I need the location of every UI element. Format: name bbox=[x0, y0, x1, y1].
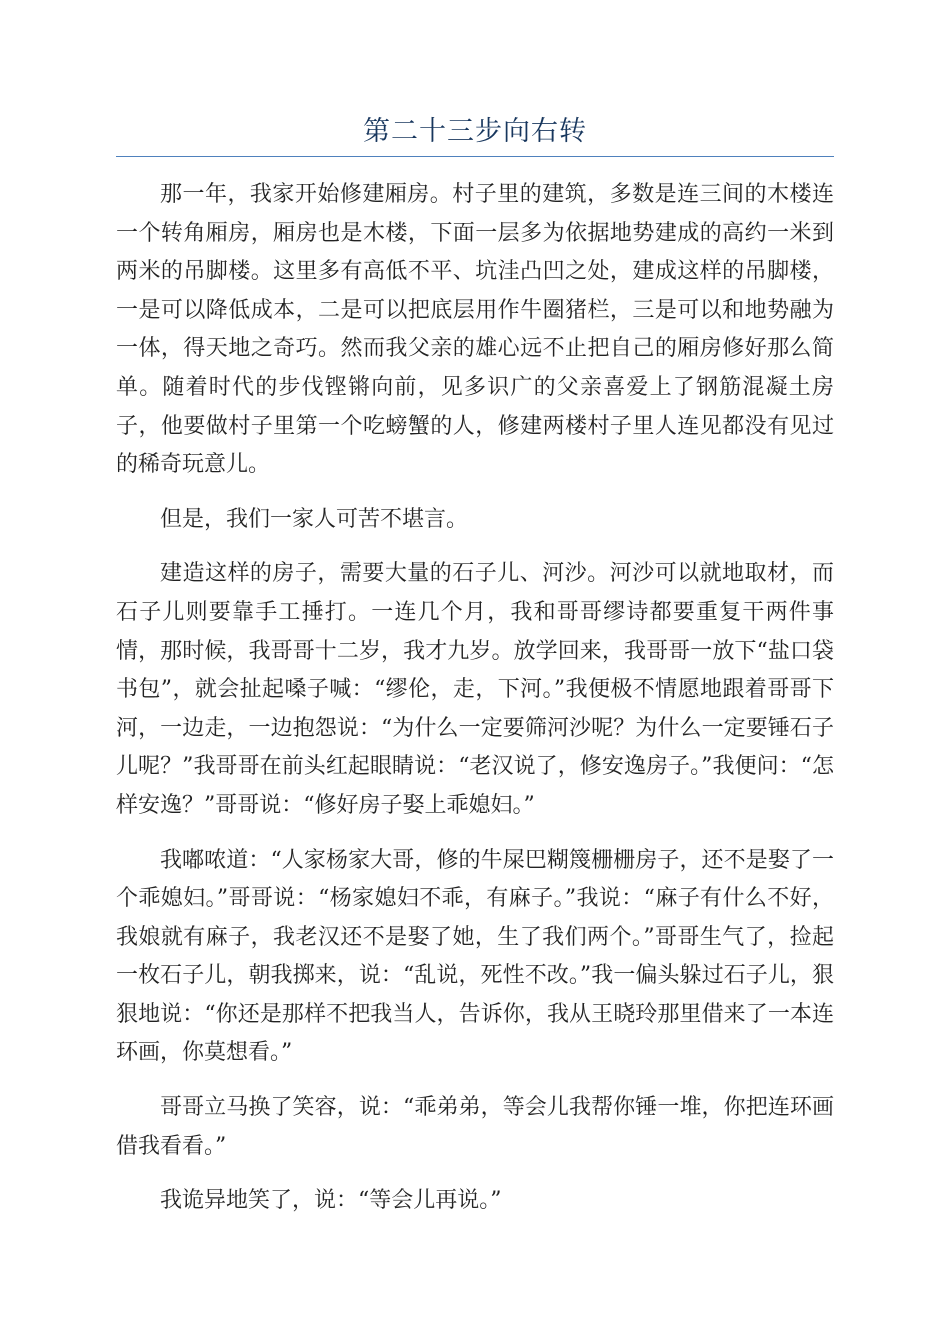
paragraph: 那一年，我家开始修建厢房。村子里的建筑，多数是连三间的木楼连一个转角厢房，厢房也是木楼，下面一层多为依据地势建成的高约一米到两米的吊脚楼。这里多有高低不平、坑洼凸凹之处，建成这样的吊脚楼，一是可以降低成本，二是可以把底层用作牛圈猪栏，三是可以和地势融为一体，得天地之奇巧。然而我父亲的雄心远不止把自己的厢房修好那么简单。随着时代的步伐铿锵向前，见多识广的父亲喜爱上了钢筋混凝土房子，他要做村子里第一个吃螃蟹的人，修建两楼村子里人连见都没有见过的稀奇玩意儿。 bbox=[116, 182, 834, 478]
paragraph: 我诡异地笑了，说：“等会儿再说。” bbox=[160, 1188, 502, 1214]
paragraph: 建造这样的房子，需要大量的石子儿、河沙。河沙可以就地取材，而石子儿则要靠手工捶打。一连几个月，我和哥哥缪诗都要重复干两件事情，那时候，我哥哥十二岁，我才九岁。放学回来，我哥哥一放下“盐口袋书包”，就会扯起嗓子喊：“缪伦，走，下河。”我便极不情愿地跟着哥哥下河，一边走，一边抱怨说：“为什么一定要筛河沙呢？为什么一定要锤石子儿呢？”我哥哥在前头红起眼睛说：“老汉说了，修安逸房子。”我便问：“怎样安逸？”哥哥说：“修好房子娶上乖媳妇。” bbox=[116, 561, 834, 818]
document-body bbox=[116, 176, 834, 1237]
document-title: 第二十三步向右转 bbox=[363, 116, 587, 147]
paragraph: 哥哥立马换了笑容，说：“乖弟弟，等会儿我帮你锤一堆，你把连环画借我看看。” bbox=[116, 1095, 834, 1159]
paragraph: 我嘟哝道：“人家杨家大哥，修的牛屎巴糊篾栅栅房子，还不是娶了一个乖媳妇。”哥哥说：“杨家媳妇不乖，有麻子。”我说：“麻子有什么不好，我娘就有麻子，我老汉还不是娶了她，生了我们两个。”哥哥生气了，捡起一枚石子儿，朝我掷来，说：“乱说，死性不改。”我一偏头躲过石子儿，狠狠地说：“你还是那样不把我当人，告诉你，我从王晓玲那里借来了一本连环画，你莫想看。” bbox=[116, 847, 834, 1066]
title-block bbox=[116, 108, 834, 157]
paragraph: 但是，我们一家人可苦不堪言。 bbox=[160, 506, 469, 532]
